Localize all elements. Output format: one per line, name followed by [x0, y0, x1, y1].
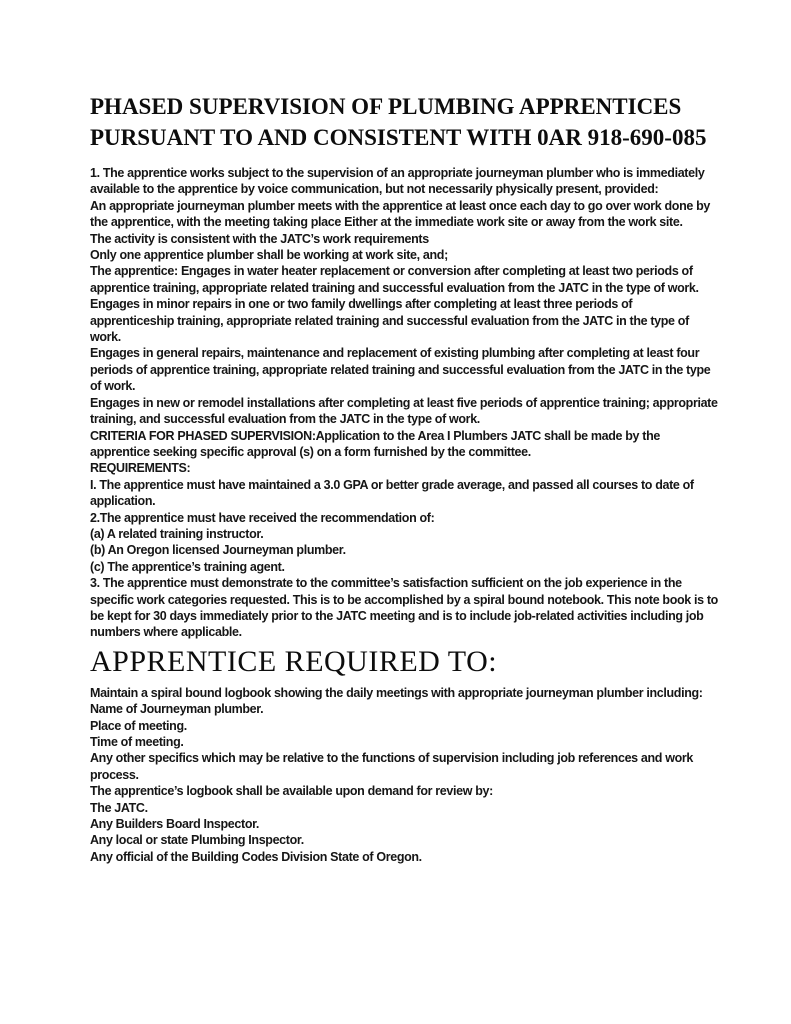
paragraph: The apprentice: Engages in water heater replacement or conversion after completing at least two periods of apprentice training, appropriate related training and successful evaluation from the JATC in the type of work. [90, 264, 699, 295]
paragraph: (b) An Oregon licensed Journeyman plumber. [90, 543, 346, 558]
paragraph: Time of meeting. [90, 735, 184, 749]
paragraph: Maintain a spiral bound logbook showing the daily meetings with appropriate journeyman plumber including: [90, 685, 703, 700]
paragraph: Any official of the Building Codes Division State of Oregon. [90, 849, 422, 864]
paragraph: Engages in minor repairs in one or two family dwellings after completing at least three periods of apprenticeship training, appropriate related training and successful evaluation from the JATC in the type of work. [90, 297, 689, 345]
paragraph: Name of Journeyman plumber. [90, 702, 264, 717]
paragraph: Engages in new or remodel installations after completing at least five periods of apprentice training; appropriate training, and successful evaluation from the JATC in the type of work. [90, 395, 718, 427]
paragraph: Only one apprentice plumber shall be working at work site, and; [90, 248, 448, 263]
paragraph: The apprentice’s logbook shall be available upon demand for review by: [90, 784, 493, 799]
section-phased-supervision [90, 165, 718, 641]
paragraph: The JATC. [90, 800, 148, 815]
paragraph: Any Builders Board Inspector. [90, 817, 260, 832]
paragraph: The activity is consistent with the JATC’s work requirements [90, 231, 429, 246]
paragraph: I. The apprentice must have maintained a 3.0 GPA or better grade average, and passed all courses to date of application. [90, 477, 694, 509]
paragraph: REQUIREMENTS: [90, 461, 191, 476]
paragraph: Place of meeting. [90, 718, 187, 733]
section-apprentice-required [90, 685, 718, 865]
paragraph: (c) The apprentice’s training agent. [90, 559, 285, 574]
paragraph: 3. The apprentice must demonstrate to the committee’s satisfaction sufficient on the job experience in the specific work categories requested. This is to be accomplished by a spiral bound notebook. This note book is to be kept for 30 days immediately prior to the JATC meeting and is to include job-related activities including job numbers where applicable. [90, 576, 718, 640]
document-title: PHASED SUPERVISION OF PLUMBING APPRENTICES PURSUANT TO AND CONSISTENT WITH 0AR 918-690-085 [90, 94, 707, 150]
paragraph: An appropriate journeyman plumber meets with the apprentice at least once each day to go over work done by the apprentice, with the meeting taking place Either at the immediate work site or away from the work site. [90, 198, 710, 230]
paragraph: CRITERIA FOR PHASED SUPERVISION:Application to the Area I Plumbers JATC shall be made by the apprentice seeking specific approval (s) on a form furnished by the committee. [90, 428, 660, 459]
section-heading-apprentice-required: APPRENTICE REQUIRED TO: [90, 644, 498, 678]
paragraph: (a) A related training instructor. [90, 526, 264, 541]
paragraph: 1. The apprentice works subject to the supervision of an appropriate journeyman plumber who is immediately available to the apprentice by voice communication, but not necessarily physically present, provided: [90, 166, 705, 197]
paragraph: Engages in general repairs, maintenance and replacement of existing plumbing after completing at least four periods of apprentice training, appropriate related training and successful evaluation from the JATC in the type of work. [90, 346, 711, 394]
paragraph: Any local or state Plumbing Inspector. [90, 833, 304, 848]
paragraph: Any other specifics which may be relative to the functions of supervision including job references and work process. [90, 751, 693, 782]
paragraph: 2.The apprentice must have received the recommendation of: [90, 510, 435, 525]
